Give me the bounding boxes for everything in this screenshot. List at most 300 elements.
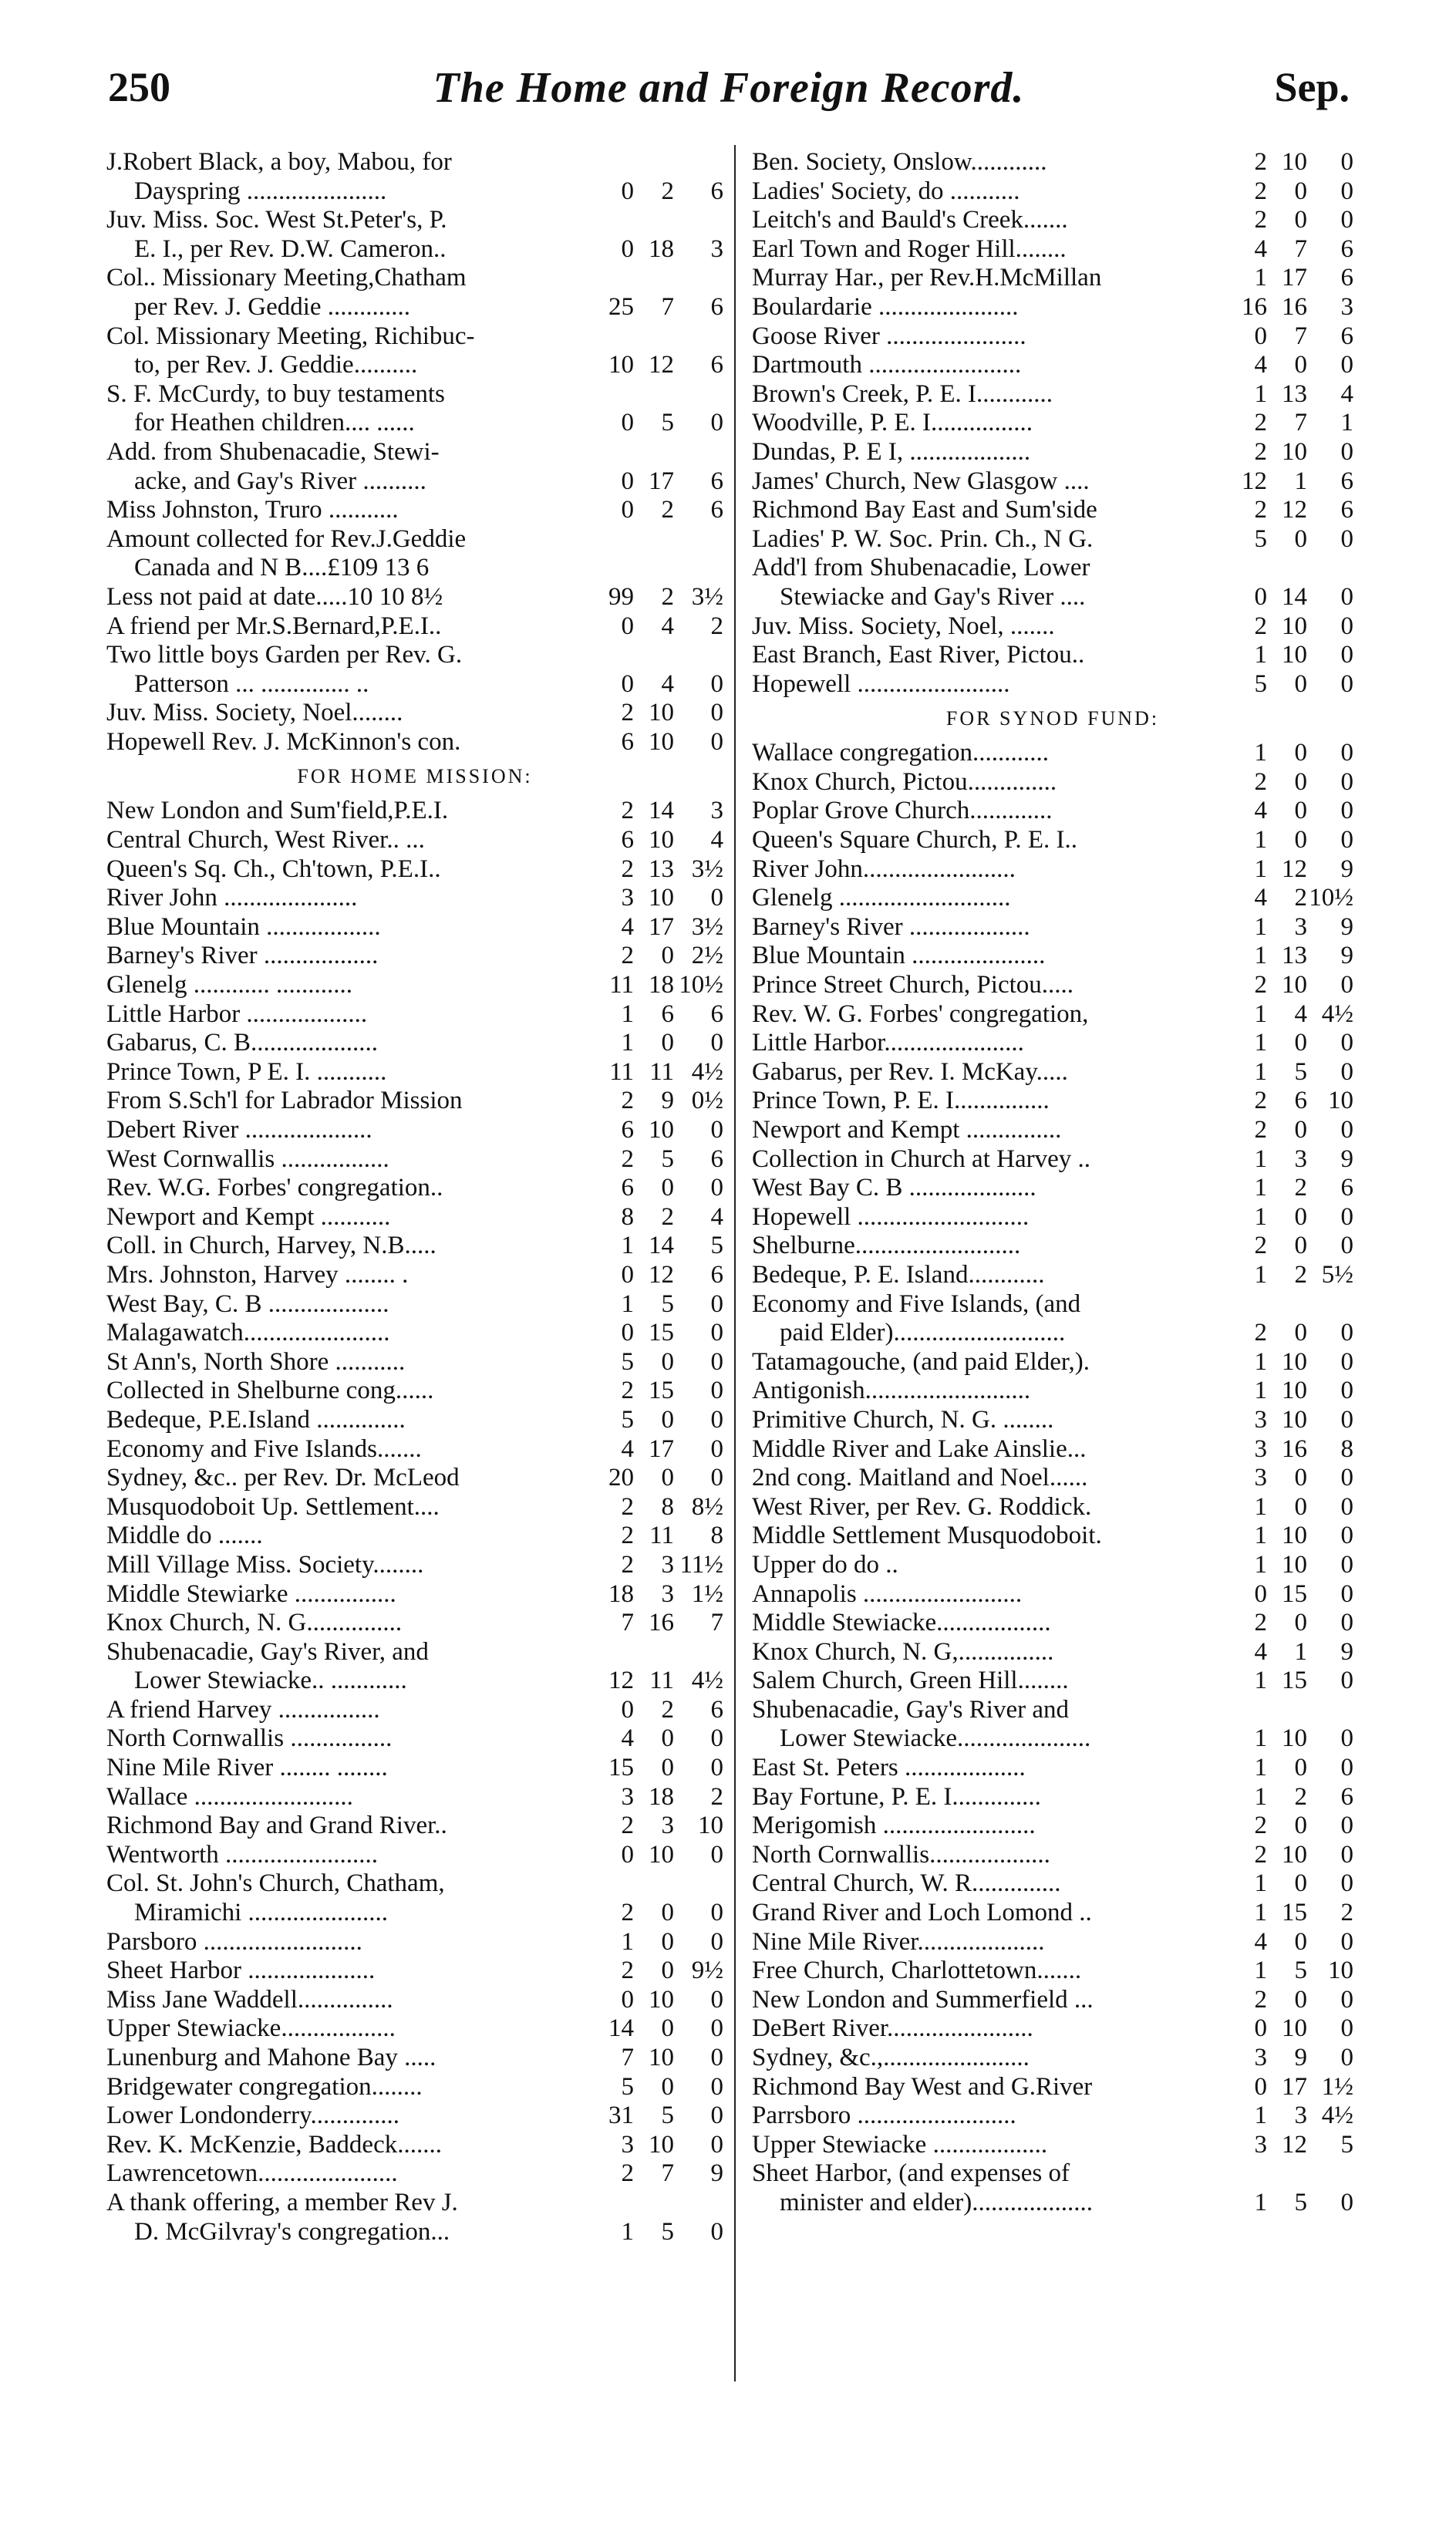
entry-label: Nine Mile River ........ ........: [106, 1754, 388, 1782]
amount-pence: 0: [1340, 1550, 1353, 1579]
list-item: [752, 739, 1353, 768]
amount-shillings: 15: [649, 1319, 674, 1347]
amount-pounds: 5: [1254, 669, 1267, 698]
entry-label: to, per Rev. J. Geddie..........: [134, 351, 418, 379]
entry-label: A friend per Mr.S.Bernard,P.E.I..: [106, 612, 442, 640]
entry-line: Amount collected for Rev.J.Geddie: [106, 524, 467, 553]
list-item: [752, 1058, 1353, 1087]
list-item: [106, 1609, 723, 1638]
amount-pounds: 0: [621, 1840, 634, 1869]
entry-label: Knox Church, N. G,...............: [752, 1637, 1054, 1666]
amount-shillings: 0: [1294, 1812, 1307, 1840]
amount-shillings: 3: [661, 1812, 674, 1840]
amount-pounds: 0: [1254, 1579, 1267, 1608]
amount-pounds: 1: [1254, 739, 1267, 767]
amount-shillings: 16: [1282, 292, 1307, 321]
amount-pounds: 1: [1254, 826, 1267, 854]
amount-shillings: 2: [1294, 1782, 1307, 1811]
entry-label: Nine Mile River....................: [752, 1927, 1045, 1956]
list-item: [106, 554, 723, 583]
list-item: [752, 1957, 1353, 1986]
list-item: [106, 583, 723, 612]
amount-pence: 10½: [679, 971, 723, 999]
amount-pence: 9: [1340, 1144, 1353, 1173]
amount-pounds: 1: [1254, 1782, 1267, 1811]
amount-pence: 3: [1340, 292, 1353, 321]
amount-pence: 6: [710, 496, 723, 524]
amount-pence: 0: [1340, 2044, 1353, 2071]
entry-label: Prince Town, P. E. I...............: [752, 1087, 1050, 1115]
entry-label: From S.Sch'l for Labrador Mission: [106, 1087, 463, 1115]
amount-pounds: 1: [1254, 1492, 1267, 1521]
entry-line: Add. from Shubenacadie, Stewi-: [106, 437, 440, 466]
amount-pence: 0: [1340, 1522, 1353, 1550]
list-item: [106, 971, 723, 1000]
amount-shillings: 2: [1294, 884, 1307, 912]
amount-pounds: 0: [621, 409, 634, 437]
amount-pounds: 0: [621, 612, 634, 640]
entry-line: Sheet Harbor, (and expenses of: [752, 2159, 1070, 2188]
list-item: [752, 1580, 1353, 1609]
amount-pence: 0: [1340, 1405, 1353, 1434]
amount-shillings: 10: [1282, 1522, 1307, 1550]
amount-pence: 4½: [1321, 2102, 1353, 2130]
list-item: [752, 1348, 1353, 1377]
list-item: [752, 1203, 1353, 1232]
entry-label: Gabarus, C. B....................: [106, 1029, 378, 1057]
entry-label: Hopewell ........................: [752, 669, 1010, 698]
list-item: [752, 1551, 1353, 1580]
page-number: 250: [108, 64, 170, 110]
list-item: [106, 1029, 723, 1058]
entry-label: Wallace congregation............: [752, 739, 1049, 767]
list-item: [106, 1696, 723, 1725]
amount-shillings: 10: [1282, 1724, 1307, 1753]
amount-pence: 0: [1340, 1319, 1353, 1347]
list-item: [752, 1406, 1353, 1435]
amount-shillings: 17: [649, 467, 674, 495]
amount-pence: 0: [1340, 1202, 1353, 1231]
amount-pounds: 11: [609, 971, 634, 999]
amount-shillings: 7: [1294, 234, 1307, 263]
list-item: [106, 2073, 723, 2102]
entry-label: Musquodoboit Up. Settlement....: [106, 1492, 440, 1521]
amount-pounds: 1: [1254, 1347, 1267, 1376]
amount-pounds: 4: [621, 1724, 634, 1753]
page-header: [108, 63, 1350, 125]
list-item: [106, 2159, 723, 2189]
list-item: [106, 1580, 723, 1609]
amount-shillings: 12: [1282, 2130, 1307, 2159]
synod-fund-entries: [752, 739, 1353, 2217]
amount-shillings: 0: [1294, 524, 1307, 553]
amount-pounds: 2: [621, 1087, 634, 1115]
entry-label: River John........................: [752, 854, 1016, 883]
list-item: [752, 467, 1353, 497]
amount-shillings: 7: [1294, 409, 1307, 437]
amount-pence: 11½: [679, 1550, 723, 1579]
home-mission-entries: [106, 797, 723, 2247]
list-item: [752, 1261, 1353, 1290]
amount-pounds: 1: [1254, 2102, 1267, 2130]
entry-label: Richmond Bay and Grand River..: [106, 1812, 447, 1840]
amount-shillings: 0: [1294, 1319, 1307, 1347]
amount-shillings: 10: [649, 1116, 674, 1144]
list-item: [106, 1493, 723, 1522]
amount-pence: 0: [1340, 1609, 1353, 1637]
amount-shillings: 17: [649, 1434, 674, 1463]
amount-pence: 0: [1340, 524, 1353, 553]
entry-label: West Bay C. B ....................: [752, 1174, 1036, 1202]
amount-pounds: 0: [621, 1260, 634, 1289]
list-item: [752, 1464, 1353, 1493]
amount-pounds: 2: [1254, 437, 1267, 466]
amount-pence: 0: [1340, 971, 1353, 999]
amount-pounds: 3: [621, 1782, 634, 1811]
amount-shillings: 0: [661, 1899, 674, 1927]
entry-label: Shelburne..........................: [752, 1232, 1021, 1260]
entry-label: Stewiacke and Gay's River ....: [780, 582, 1086, 611]
amount-shillings: 0: [1294, 1202, 1307, 1231]
amount-pounds: 3: [621, 884, 634, 912]
amount-pence: 6: [1340, 1174, 1353, 1202]
amount-shillings: 5: [661, 409, 674, 437]
list-item: [752, 235, 1353, 265]
entry-label: Less not paid at date.....10 10 8½: [106, 582, 443, 611]
entry-label: Parsboro .........................: [106, 1927, 362, 1956]
amount-shillings: 0: [661, 1405, 674, 1434]
amount-pounds: 4: [621, 912, 634, 941]
amount-pounds: 4: [1254, 234, 1267, 263]
amount-pence: 0: [1340, 2014, 1353, 2043]
list-item: [106, 1000, 723, 1030]
amount-shillings: 0: [1294, 797, 1307, 825]
amount-shillings: 0: [1294, 1492, 1307, 1521]
amount-pounds: 8: [621, 1202, 634, 1231]
amount-pence: 3: [710, 797, 723, 825]
amount-shillings: 0: [1294, 767, 1307, 796]
entry-label: North Cornwallis...................: [752, 1840, 1050, 1869]
amount-pence: 0: [710, 727, 723, 756]
amount-shillings: 16: [649, 1609, 674, 1637]
entry-label: Bedeque, P.E.Island ..............: [106, 1405, 406, 1434]
amount-shillings: 15: [649, 1377, 674, 1405]
amount-shillings: 10: [1282, 641, 1307, 669]
amount-pounds: 1: [1254, 1202, 1267, 1231]
entry-label: Poplar Grove Church.............: [752, 797, 1053, 825]
entry-label: Parrsboro .........................: [752, 2102, 1016, 2130]
amount-pence: 7: [710, 1609, 723, 1637]
list-item: [106, 1290, 723, 1320]
amount-pounds: 2: [621, 1492, 634, 1521]
amount-pounds: 7: [621, 1609, 634, 1637]
list-item: [106, 884, 723, 913]
amount-pence: 0: [1340, 739, 1353, 767]
amount-shillings: 10: [649, 2044, 674, 2071]
amount-pence: 5½: [1321, 1260, 1353, 1289]
amount-pounds: 0: [1254, 582, 1267, 611]
list-item: [752, 293, 1353, 322]
amount-shillings: 3: [1294, 1144, 1307, 1173]
amount-pounds: 0: [621, 177, 634, 205]
amount-pence: 0: [1340, 1232, 1353, 1260]
amount-shillings: 0: [1294, 826, 1307, 854]
amount-shillings: 10: [1282, 971, 1307, 999]
amount-shillings: 13: [1282, 379, 1307, 408]
amount-shillings: 2: [661, 177, 674, 205]
list-item: [752, 2014, 1353, 2044]
entry-label: New London and Summerfield ...: [752, 1985, 1094, 2014]
entry-label: A friend Harvey ................: [106, 1695, 380, 1724]
list-item: [752, 1174, 1353, 1203]
entry-line: Add'l from Shubenacadie, Lower: [752, 554, 1090, 582]
entry-label: Juv. Miss. Society, Noel........: [106, 699, 403, 727]
amount-pence: 6: [1340, 496, 1353, 524]
entry-label: Boulardarie ......................: [752, 292, 1019, 321]
column-divider: [734, 145, 736, 2381]
amount-pounds: 0: [621, 669, 634, 698]
list-item: [106, 1377, 723, 1406]
amount-pence: 9: [1340, 1637, 1353, 1666]
amount-shillings: 16: [1282, 1434, 1307, 1463]
amount-shillings: 9: [661, 1087, 674, 1115]
amount-pence: 0: [1340, 2188, 1353, 2216]
amount-pence: 10: [1328, 1087, 1353, 1115]
list-item: [752, 641, 1353, 670]
entry-label: Queen's Sq. Ch., Ch'town, P.E.I..: [106, 854, 441, 883]
amount-shillings: 1: [1294, 1637, 1307, 1666]
entry-label: Ben. Society, Onslow............: [752, 148, 1047, 176]
amount-shillings: 7: [1294, 322, 1307, 350]
entry-line: Shubenacadie, Gay's River and: [752, 1695, 1069, 1724]
list-item: [106, 1348, 723, 1377]
entry-label: West Bay, C. B ...................: [106, 1289, 389, 1318]
amount-pounds: 15: [608, 1754, 634, 1782]
amount-shillings: 10: [1282, 1840, 1307, 1869]
amount-pence: 3½: [691, 854, 723, 883]
amount-shillings: 0: [1294, 1609, 1307, 1637]
amount-pence: 5: [1340, 2130, 1353, 2159]
entry-label: Miramichi ......................: [134, 1899, 389, 1927]
amount-shillings: 0: [661, 1464, 674, 1492]
amount-shillings: 0: [661, 1927, 674, 1956]
amount-pounds: 12: [608, 1667, 634, 1695]
amount-pounds: 20: [608, 1464, 634, 1492]
amount-pence: 0: [1340, 1812, 1353, 1840]
amount-pounds: 6: [621, 727, 634, 756]
entry-label: Lower Stewiacke.. ............: [134, 1667, 407, 1695]
amount-pence: 0: [1340, 1579, 1353, 1608]
list-item: [106, 1087, 723, 1116]
amount-pence: 4: [710, 1202, 723, 1231]
entry-label: Upper do do ..: [752, 1550, 898, 1579]
list-item: [752, 1812, 1353, 1841]
entry-label: Woodville, P. E. I................: [752, 409, 1033, 437]
list-item: [752, 1986, 1353, 2015]
amount-pounds: 31: [608, 2102, 634, 2130]
entry-label: Murray Har., per Rev.H.McMillan: [752, 264, 1102, 292]
entry-label: James' Church, New Glasgow ....: [752, 467, 1090, 495]
entry-label: Prince Town, P E. I. ...........: [106, 1057, 387, 1086]
amount-pounds: 2: [1254, 1985, 1267, 2014]
amount-shillings: 0: [1294, 739, 1307, 767]
amount-pence: 8: [710, 1522, 723, 1550]
amount-pence: 0: [710, 1319, 723, 1347]
amount-pounds: 3: [1254, 1434, 1267, 1463]
amount-pence: 3½: [691, 912, 723, 941]
entry-label: Ladies' P. W. Soc. Prin. Ch., N G.: [752, 524, 1094, 553]
amount-shillings: 5: [661, 1144, 674, 1173]
amount-pence: 0: [1340, 669, 1353, 698]
entry-label: Lower Londonderry..............: [106, 2102, 400, 2130]
amount-pounds: 0: [621, 1985, 634, 2014]
entry-label: Upper Stewiacke ..................: [752, 2130, 1048, 2159]
entry-label: Patterson ... .............. ..: [134, 669, 369, 698]
amount-shillings: 10: [1282, 1377, 1307, 1405]
entry-label: Rev. W.G. Forbes' congregation..: [106, 1174, 443, 1202]
amount-pounds: 5: [621, 1405, 634, 1434]
amount-shillings: 5: [661, 2217, 674, 2246]
entry-line: A thank offering, a member Rev J.: [106, 2188, 458, 2216]
amount-pounds: 1: [621, 1289, 634, 1318]
list-item: [752, 612, 1353, 642]
amount-shillings: 14: [649, 1232, 674, 1260]
amount-pounds: 2: [621, 1899, 634, 1927]
amount-shillings: 18: [649, 1782, 674, 1811]
amount-pence: 0: [1340, 148, 1353, 176]
amount-pence: 2: [710, 612, 723, 640]
list-item: [106, 670, 723, 699]
amount-pence: 6: [1340, 1782, 1353, 1811]
amount-shillings: 6: [1294, 1087, 1307, 1115]
amount-pence: 0: [1340, 1724, 1353, 1753]
entry-label: Bridgewater congregation........: [106, 2072, 423, 2101]
amount-shillings: 2: [661, 1695, 674, 1724]
entry-label: Newport and Kempt ...........: [106, 1202, 391, 1231]
amount-shillings: 0: [1294, 177, 1307, 205]
amount-pounds: 6: [621, 826, 634, 854]
amount-pence: 0: [710, 1899, 723, 1927]
entry-label: per Rev. J. Geddie .............: [134, 292, 411, 321]
amount-pence: 3: [710, 234, 723, 263]
entry-label: Merigomish ........................: [752, 1812, 1036, 1840]
amount-shillings: 0: [1294, 1927, 1307, 1956]
list-item: [752, 1232, 1353, 1261]
amount-pence: 10: [698, 1812, 723, 1840]
entry-label: Central Church, West River.. ...: [106, 826, 425, 854]
amount-pounds: 1: [1254, 1869, 1267, 1898]
entry-label: Rev. K. McKenzie, Baddeck.......: [106, 2130, 442, 2159]
entry-label: Gabarus, per Rev. I. McKay.....: [752, 1057, 1068, 1086]
list-item: [106, 1551, 723, 1580]
entry-label: North Cornwallis ................: [106, 1724, 393, 1753]
entry-label: D. McGilvray's congregation...: [134, 2217, 450, 2246]
amount-pounds: 2: [1254, 1087, 1267, 1115]
entry-label: Blue Mountain ..................: [106, 912, 381, 941]
entry-label: West River, per Rev. G. Roddick.: [752, 1492, 1092, 1521]
amount-shillings: 18: [649, 234, 674, 263]
amount-pounds: 0: [1254, 2072, 1267, 2101]
entry-label: Collected in Shelburne cong......: [106, 1377, 434, 1405]
list-item: [752, 913, 1353, 942]
entry-line: Two little boys Garden per Rev. G.: [106, 641, 463, 669]
amount-pence: 9: [710, 2159, 723, 2188]
entry-line: Col.. Missionary Meeting,Chatham: [106, 264, 467, 292]
amount-pounds: 12: [1242, 467, 1267, 495]
amount-pence: 6: [710, 1144, 723, 1173]
list-item: [106, 1261, 723, 1290]
amount-pounds: 2: [1254, 1116, 1267, 1144]
amount-pence: 0: [1340, 612, 1353, 640]
amount-pence: 8½: [691, 1492, 723, 1521]
entry-label: East St. Peters ...................: [752, 1754, 1026, 1782]
list-item: [752, 1522, 1353, 1551]
amount-pounds: 1: [1254, 912, 1267, 941]
amount-pence: 0: [710, 1434, 723, 1463]
amount-shillings: 17: [1282, 264, 1307, 292]
entry-label: Coll. in Church, Harvey, N.B.....: [106, 1232, 436, 1260]
amount-shillings: 0: [661, 1957, 674, 1985]
amount-pence: 0: [710, 2044, 723, 2071]
amount-pence: 8: [1340, 1434, 1353, 1463]
amount-shillings: 0: [661, 2072, 674, 2101]
amount-shillings: 10: [1282, 2014, 1307, 2043]
amount-pounds: 2: [621, 1377, 634, 1405]
amount-pounds: 1: [1254, 1029, 1267, 1057]
amount-pence: 6: [1340, 234, 1353, 263]
list-item: [106, 612, 723, 642]
list-item: [752, 438, 1353, 467]
amount-shillings: 15: [1282, 1579, 1307, 1608]
amount-pounds: 3: [1254, 1405, 1267, 1434]
amount-pence: 2½: [691, 942, 723, 970]
amount-shillings: 0: [661, 2014, 674, 2043]
list-item: [752, 1087, 1353, 1116]
list-item: [752, 1609, 1353, 1638]
amount-pounds: 5: [1254, 524, 1267, 553]
amount-pounds: 4: [1254, 884, 1267, 912]
list-item: [106, 1724, 723, 1754]
amount-shillings: 18: [649, 971, 674, 999]
entry-label: Mrs. Johnston, Harvey ........ .: [106, 1260, 409, 1289]
list-item: [106, 409, 723, 438]
amount-pounds: 2: [621, 2159, 634, 2188]
amount-pounds: 0: [1254, 2014, 1267, 2043]
amount-pounds: 2: [1254, 1319, 1267, 1347]
amount-pounds: 1: [1254, 379, 1267, 408]
list-item: [752, 1783, 1353, 1812]
amount-shillings: 10: [1282, 1550, 1307, 1579]
list-item: [106, 1319, 723, 1348]
amount-pounds: 7: [621, 2044, 634, 2071]
amount-pence: 6: [710, 999, 723, 1028]
list-item: [106, 826, 723, 855]
entry-label: Juv. Miss. Society, Noel, .......: [752, 612, 1055, 640]
amount-pence: 9½: [691, 1957, 723, 1985]
amount-pence: 0: [1340, 1347, 1353, 1376]
list-item: [752, 351, 1353, 380]
amount-pence: 0: [1340, 1464, 1353, 1492]
amount-shillings: 0: [1294, 1754, 1307, 1782]
amount-pounds: 18: [608, 1579, 634, 1608]
entry-label: Miss Johnston, Truro ...........: [106, 496, 399, 524]
amount-pence: 0: [710, 409, 723, 437]
list-item: [106, 1812, 723, 1841]
amount-pounds: 0: [1254, 322, 1267, 350]
amount-shillings: 10: [1282, 612, 1307, 640]
list-item: [752, 583, 1353, 612]
amount-pounds: 2: [1254, 1840, 1267, 1869]
